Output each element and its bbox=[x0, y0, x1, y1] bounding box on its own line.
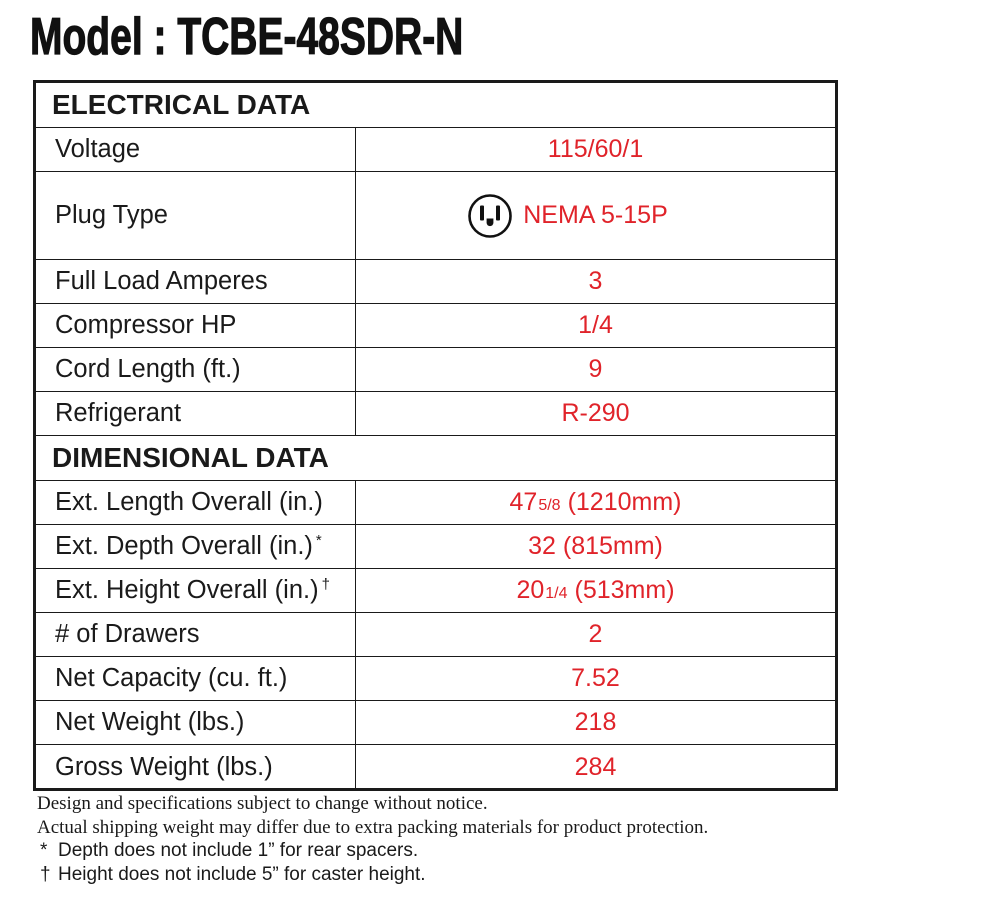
value-whole: 20 bbox=[516, 576, 545, 604]
spec-row-ext-depth bbox=[36, 525, 835, 569]
footnote-mark: † bbox=[40, 863, 51, 885]
value-metric: (1210mm) bbox=[567, 488, 682, 516]
label-inline bbox=[55, 576, 330, 605]
value-fraction: 5/8 bbox=[538, 497, 561, 514]
section-heading-electrical bbox=[36, 83, 835, 128]
spec-label: Full Load Amperes bbox=[36, 260, 356, 303]
spec-row-ext-height bbox=[36, 569, 835, 613]
spec-value: 32 (815mm) bbox=[528, 532, 663, 560]
footnote bbox=[37, 839, 977, 863]
spec-value: R-290 bbox=[561, 399, 630, 427]
spec-label: Net Capacity (cu. ft.) bbox=[36, 657, 356, 700]
section-heading-dimensional bbox=[36, 436, 835, 481]
spec-value: 3 bbox=[588, 267, 603, 295]
section-heading-text: DIMENSIONAL DATA bbox=[52, 442, 329, 473]
footnote bbox=[37, 863, 977, 887]
section-heading-text: ELECTRICAL DATA bbox=[52, 89, 311, 120]
model-title: Model : TCBE-48SDR-N bbox=[30, 8, 464, 66]
note-line: Actual shipping weight may differ due to extra packing materials for product protection. bbox=[37, 816, 709, 838]
spec-table bbox=[33, 80, 838, 791]
spec-label: Compressor HP bbox=[36, 304, 356, 347]
footnote-text: Depth does not include 1” for rear spacers. bbox=[58, 840, 419, 861]
plug-type-value bbox=[523, 201, 668, 230]
spec-row-net-weight bbox=[36, 701, 835, 745]
spec-row-refrigerant bbox=[36, 392, 835, 436]
label-text: Ext. Height Overall (in.) bbox=[55, 576, 319, 604]
spec-value: 218 bbox=[574, 708, 617, 736]
value-inline bbox=[516, 576, 674, 605]
spec-row-compressor-hp bbox=[36, 304, 835, 348]
nema-5-15p-plug-icon bbox=[467, 193, 513, 239]
value-fraction: 1/4 bbox=[545, 585, 568, 602]
footnote-text: Height does not include 5” for caster height. bbox=[58, 863, 426, 885]
notes-block bbox=[37, 792, 977, 886]
spec-label bbox=[36, 569, 356, 612]
spec-row-net-capacity bbox=[36, 657, 835, 701]
spec-row-full-load-amperes bbox=[36, 260, 835, 304]
plug-type-text: NEMA 5-15P bbox=[523, 201, 668, 229]
spec-value bbox=[356, 172, 835, 259]
spec-row-cord-length bbox=[36, 348, 835, 392]
spec-label: Refrigerant bbox=[36, 392, 356, 435]
spec-label: Plug Type bbox=[36, 172, 356, 259]
note-line: Design and specifications subject to change without notice. bbox=[37, 793, 488, 814]
label-text: Ext. Depth Overall (in.) bbox=[55, 532, 313, 560]
value-inline bbox=[510, 488, 682, 517]
spec-value: 284 bbox=[574, 752, 617, 781]
spec-value: 1/4 bbox=[578, 311, 613, 339]
spec-label bbox=[36, 525, 356, 568]
spec-label: Net Weight (lbs.) bbox=[36, 701, 356, 744]
label-inline bbox=[55, 532, 322, 561]
value-whole: 47 bbox=[509, 488, 538, 516]
spec-label: Gross Weight (lbs.) bbox=[36, 745, 356, 789]
spec-value: 115/60/1 bbox=[547, 135, 644, 163]
spec-value: 9 bbox=[588, 355, 603, 383]
spec-label: Cord Length (ft.) bbox=[36, 348, 356, 391]
spec-row-ext-length bbox=[36, 481, 835, 525]
spec-value bbox=[356, 481, 835, 524]
spec-row-plug-type bbox=[36, 172, 835, 260]
spec-value: 2 bbox=[588, 620, 603, 648]
footnote-mark: * bbox=[315, 532, 322, 549]
footnote-mark: † bbox=[321, 576, 330, 593]
footnote-mark: * bbox=[40, 840, 48, 861]
spec-value: 7.52 bbox=[571, 664, 620, 692]
spec-label: Ext. Length Overall (in.) bbox=[36, 481, 356, 524]
spec-row-drawers bbox=[36, 613, 835, 657]
value-metric: (513mm) bbox=[574, 576, 675, 604]
spec-value bbox=[356, 569, 835, 612]
spec-label: # of Drawers bbox=[36, 613, 356, 656]
spec-row-voltage bbox=[36, 128, 835, 172]
spec-row-gross-weight bbox=[36, 745, 835, 789]
spec-label: Voltage bbox=[36, 128, 356, 171]
